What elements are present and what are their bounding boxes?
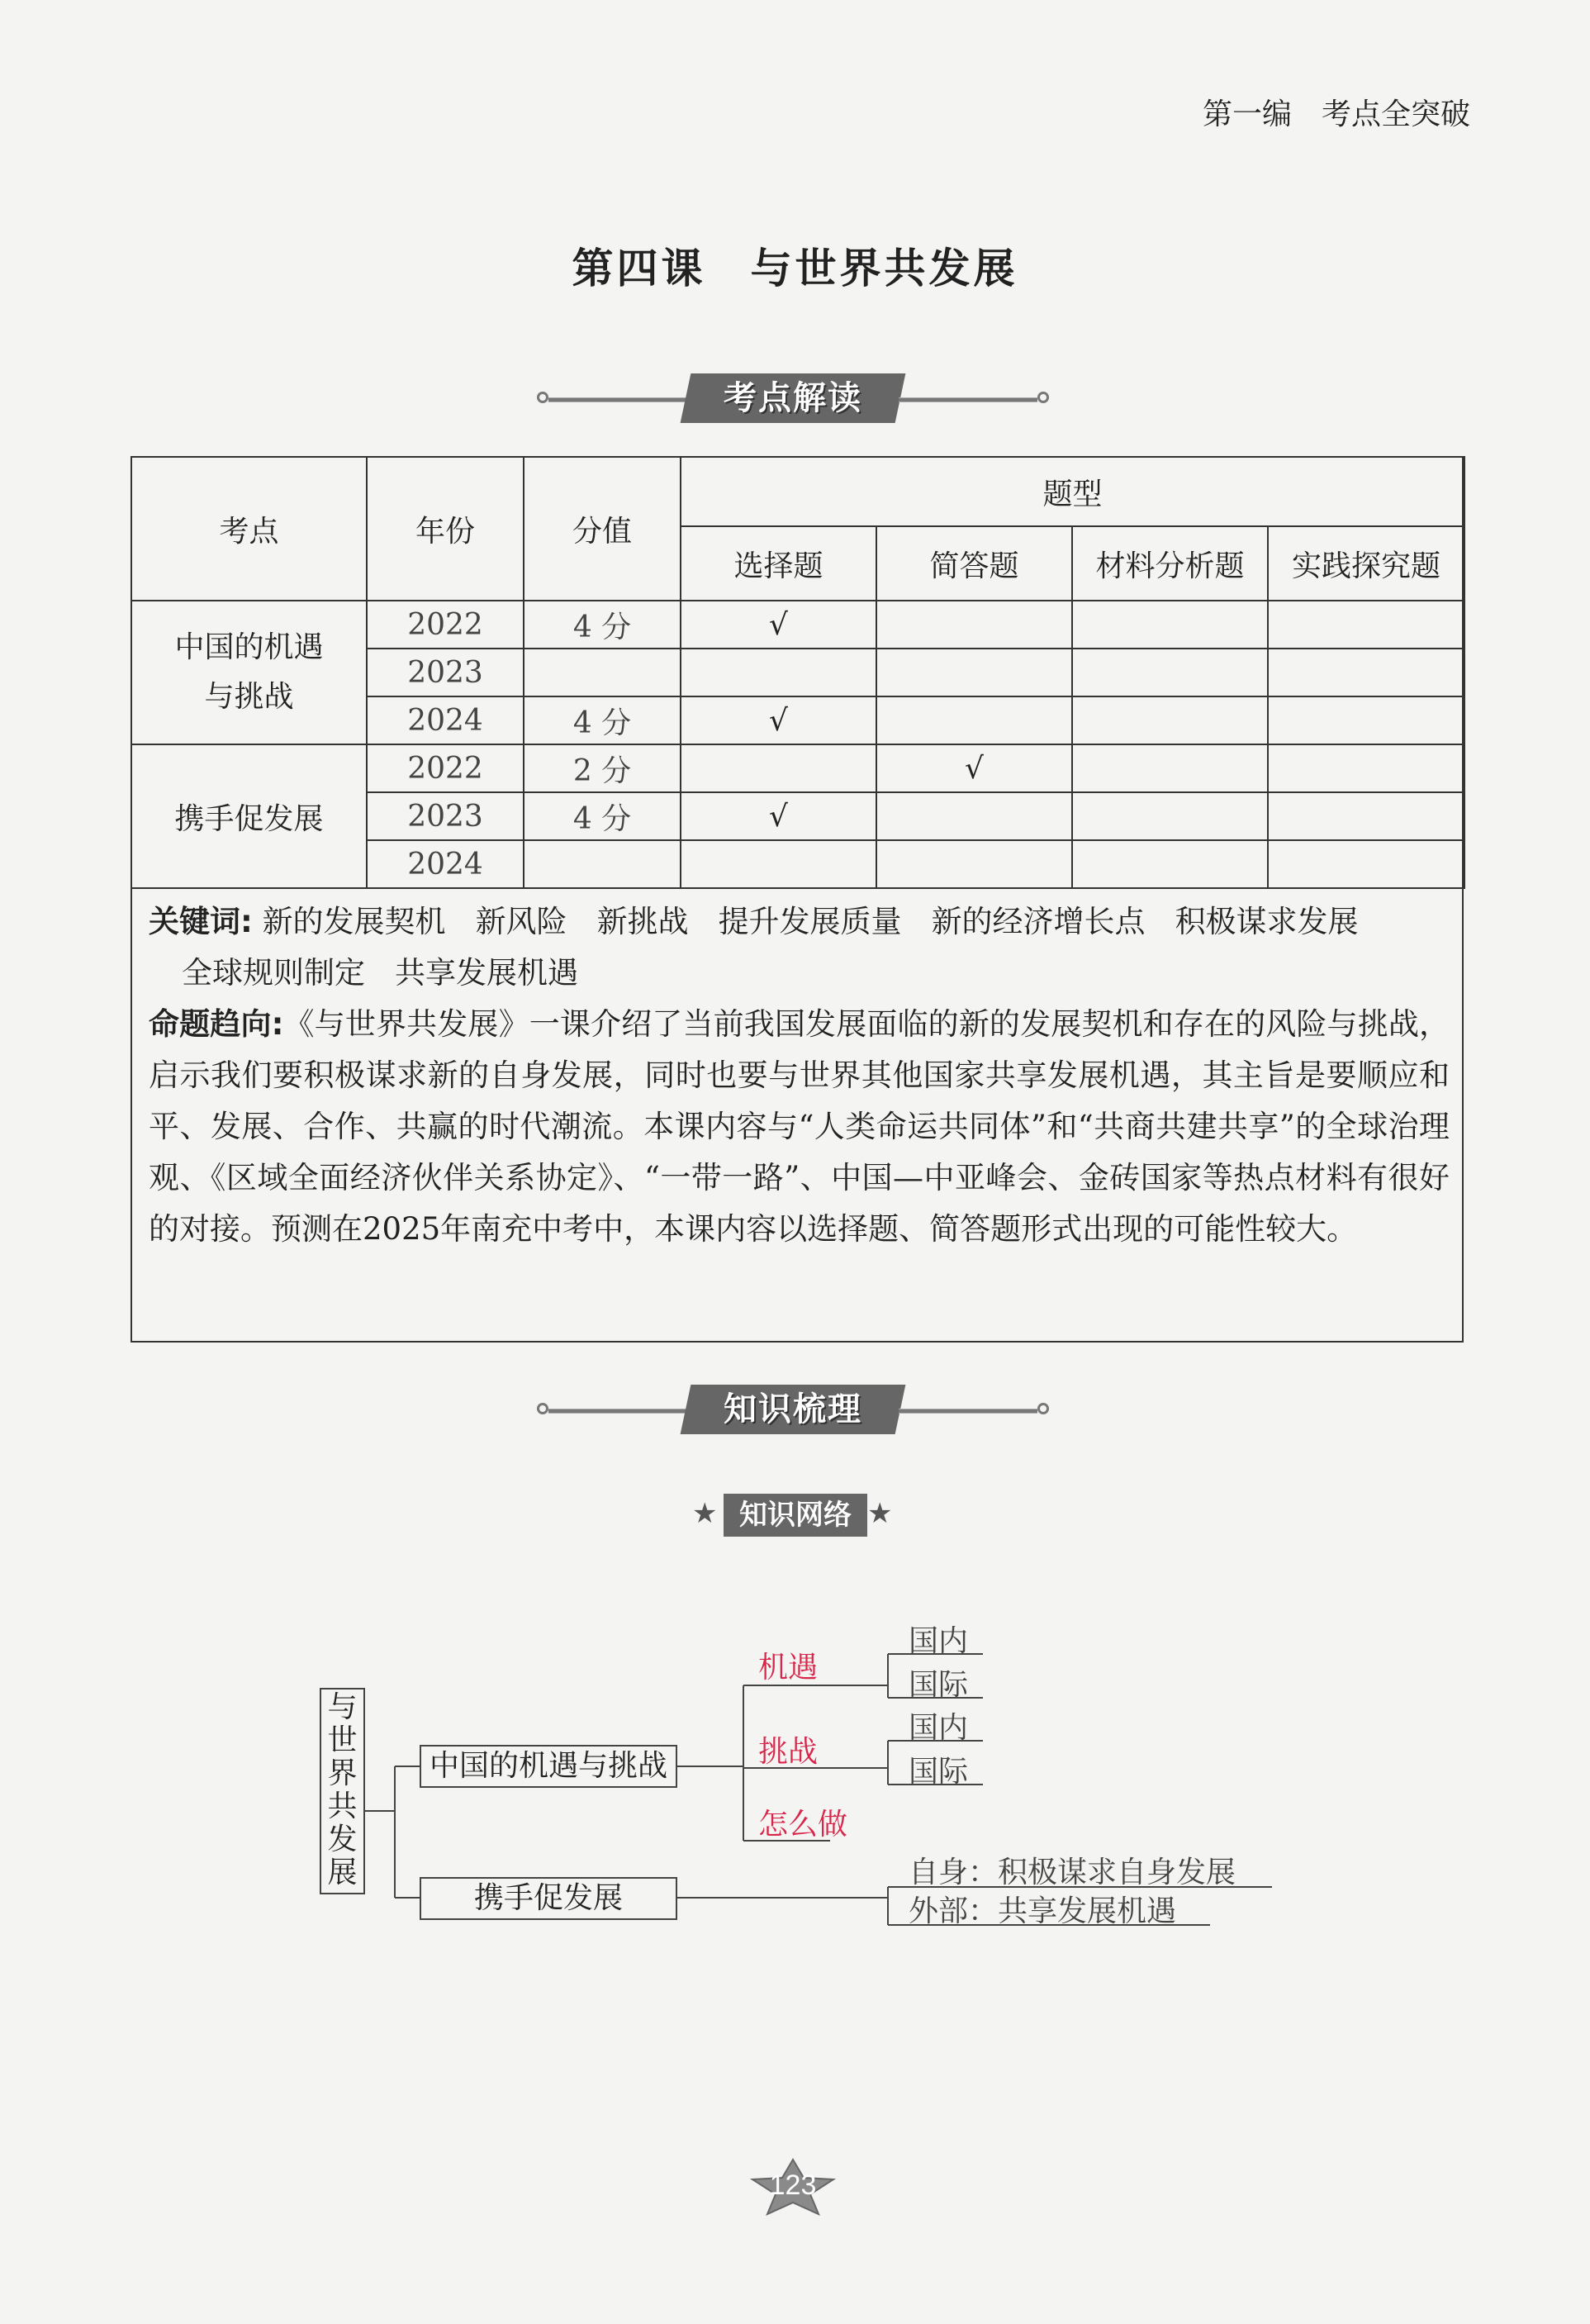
mind-map-branch-opportunity-challenge: 中国的机遇与挑战: [420, 1745, 677, 1788]
th-short-answer: 简答题: [876, 526, 1072, 601]
keywords-label: 关键词:: [149, 904, 253, 939]
th-question-type: 题型: [681, 457, 1464, 526]
running-header: 第一编 考点全突破: [1202, 97, 1470, 131]
mind-map-root: 与世界共发展: [320, 1688, 365, 1894]
trend-text: 《与世界共发展》一课介绍了当前我国发展面临的新的发展契机和存在的风险与挑战，启示我们要积极谋求新的自身发展，同时也要与世界其他国家共享发展机遇，其主旨是要顺应和平、发展、合作、共赢的时代潮流。本课内容与“人类命运共同体”和“共商共建共享”的全球治理观、《区域全面经济伙伴关系协定》、“一带一路”、中国—中亚峰会、金砖国家等热点材料有很好的对接。预测在2025年南充中考中，本课内容以选择题、简答题形式出现的可能性较大。: [149, 1006, 1450, 1247]
keyword: 新风险: [475, 904, 567, 939]
th-choice: 选择题: [681, 526, 876, 601]
node-international: 国际: [909, 1755, 969, 1789]
section-banner-label: 考点解读: [681, 373, 906, 423]
trend-label: 命题趋向:: [149, 1006, 284, 1042]
table-row: 携手促发展 2022 2 分 √: [131, 744, 1464, 792]
mind-map-branch-cooperation: 携手促发展: [420, 1877, 677, 1920]
node-challenge: 挑战: [758, 1735, 819, 1769]
table-row: 中国的机遇与挑战 2022 4 分 √: [131, 601, 1464, 649]
node-howto: 怎么做: [758, 1808, 848, 1842]
table-row: 2023: [131, 649, 1464, 696]
keyword: 新的发展契机: [262, 904, 446, 939]
table-row: 2024: [131, 840, 1464, 888]
star-icon: ★: [867, 1497, 893, 1530]
keyword: 共享发展机遇: [395, 955, 578, 991]
node-domestic: 国内: [909, 1711, 969, 1745]
th-material: 材料分析题: [1072, 526, 1268, 601]
node-international: 国际: [909, 1668, 969, 1702]
th-kaodian: 考点: [131, 457, 367, 601]
star-icon: ★: [692, 1497, 718, 1530]
keyword: 提升发展质量: [718, 904, 902, 939]
keyword: 新挑战: [596, 904, 689, 939]
th-year: 年份: [367, 457, 524, 601]
node-domestic: 国内: [909, 1624, 969, 1658]
knowledge-network-label: 知识网络: [724, 1494, 867, 1537]
node-self: 自身：积极谋求自身发展: [909, 1856, 1236, 1889]
keyword: 全球规则制定: [182, 955, 365, 991]
th-practice: 实践探究题: [1268, 526, 1464, 601]
keyword: 积极谋求发展: [1175, 904, 1359, 939]
kaodian-cell: 携手促发展: [131, 744, 367, 888]
keyword: 新的经济增长点: [931, 904, 1146, 939]
th-score: 分值: [524, 457, 681, 601]
node-opportunity: 机遇: [758, 1651, 819, 1685]
node-external: 外部：共享发展机遇: [909, 1894, 1177, 1928]
page-number: 123: [769, 2170, 817, 2201]
table-row: 2024 4 分 √: [131, 696, 1464, 744]
section-banner-label: 知识梳理: [681, 1385, 906, 1434]
page-number-badge: [748, 2158, 838, 2216]
table-row: 2023 4 分 √: [131, 792, 1464, 840]
lesson-title: 第四课 与世界共发展: [572, 245, 1018, 292]
kaodian-cell: 中国的机遇与挑战: [131, 601, 367, 744]
